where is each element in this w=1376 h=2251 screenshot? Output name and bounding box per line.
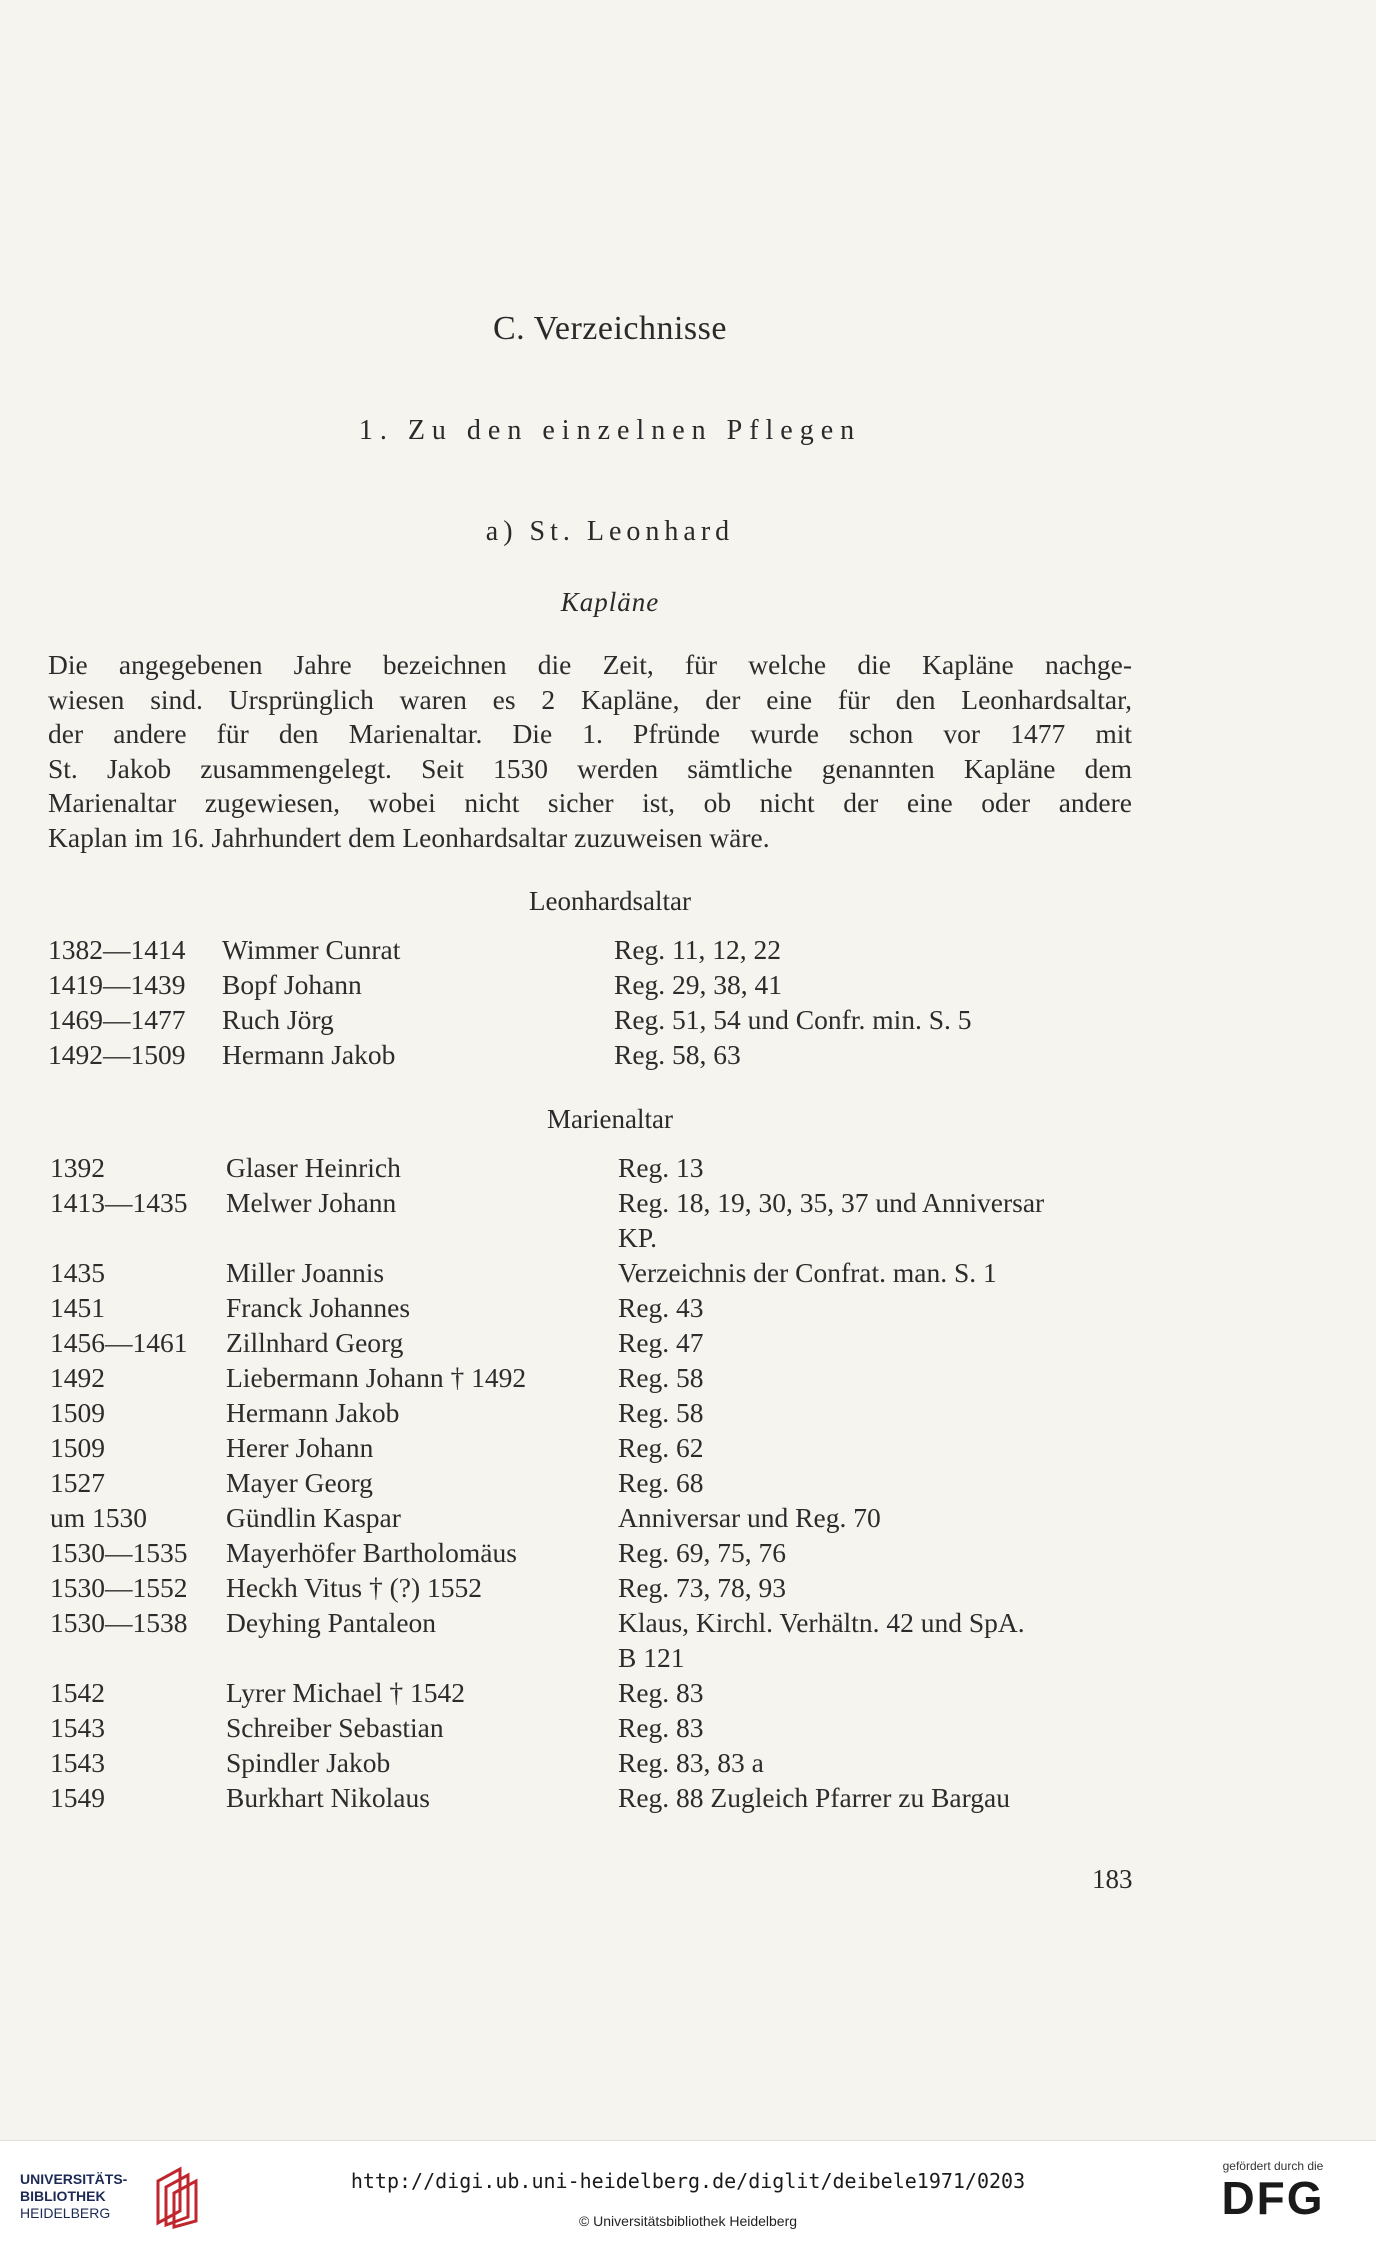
entry-reference: KP.: [618, 1222, 657, 1253]
table-row: [0, 1362, 1376, 1397]
entry-name: Wimmer Cunrat: [222, 934, 401, 965]
dfg-logo-text: DFG: [1221, 2172, 1325, 2224]
paragraph-line: St. Jakob zusammengelegt. Seit 1530 werden sämtliche genannten Kapläne dem: [48, 752, 1132, 784]
paragraph-line: Die angegebenen Jahre bezeichnen die Zeit, für welche die Kapläne nachge-: [48, 649, 1132, 680]
entry-reference: Reg. 13: [618, 1152, 704, 1183]
entry-reference: Reg. 29, 38, 41: [614, 969, 783, 1000]
entry-name: Glaser Heinrich: [226, 1152, 401, 1183]
entry-reference: Reg. 58, 63: [614, 1039, 741, 1070]
entry-reference: Reg. 58: [618, 1362, 704, 1393]
funding-label: gefördert durch die: [1222, 2159, 1324, 2173]
entry-reference: Reg. 88 Zugleich Pfarrer zu Bargau: [618, 1782, 1010, 1813]
entry-years: 1509: [50, 1397, 105, 1428]
entry-years: 1543: [50, 1712, 105, 1743]
entry-reference: Reg. 73, 78, 93: [618, 1572, 787, 1603]
entry-reference: Reg. 47: [618, 1327, 704, 1358]
entry-reference: B 121: [618, 1642, 685, 1673]
paragraph-line: Marienaltar zugewiesen, wobei nicht sicher ist, ob nicht der eine oder andere: [48, 787, 1132, 819]
entry-years: 1451: [50, 1292, 105, 1323]
entry-name: Lyrer Michael † 1542: [226, 1677, 466, 1708]
table-row: [0, 969, 1376, 1004]
table-row: [0, 1502, 1376, 1537]
entry-reference: Verzeichnis der Confrat. man. S. 1: [618, 1257, 997, 1288]
source-url[interactable]: http://digi.ub.uni-heidelberg.de/diglit/deibele1971/0203: [350, 2169, 1026, 2193]
entry-name: Schreiber Sebastian: [226, 1712, 444, 1743]
entry-years: 1530—1538: [50, 1607, 188, 1638]
table-row: [0, 1677, 1376, 1712]
paragraph-line: wiesen sind. Ursprünglich waren es 2 Kapläne, der eine für den Leonhardsaltar,: [48, 683, 1132, 715]
table-row: [0, 1327, 1376, 1362]
entry-name: Mayerhöfer Bartholomäus: [226, 1537, 517, 1568]
entry-years: 1543: [50, 1747, 105, 1778]
entry-name: Zillnhard Georg: [226, 1327, 404, 1358]
entry-name: Deyhing Pantaleon: [226, 1607, 437, 1638]
leonhardsaltar-title: Leonhardsaltar: [529, 886, 691, 916]
entry-years: 1469—1477: [48, 1004, 186, 1035]
entry-reference: Reg. 83, 83 a: [618, 1747, 764, 1778]
table-row: [0, 1642, 1376, 1677]
entry-name: Ruch Jörg: [222, 1004, 334, 1035]
entry-reference: Reg. 11, 12, 22: [614, 934, 782, 965]
logo-line: UNIVERSITÄTS-: [20, 2171, 128, 2187]
entry-reference: Reg. 69, 75, 76: [618, 1537, 787, 1568]
table-row: [0, 1222, 1376, 1257]
entry-reference: Reg. 83: [618, 1712, 704, 1743]
dfg-funding-logo: [1198, 2159, 1348, 2223]
table-row: [0, 1782, 1376, 1817]
entry-name: Franck Johannes: [226, 1292, 411, 1323]
entry-reference: Reg. 58: [618, 1397, 704, 1428]
table-row: [0, 1292, 1376, 1327]
copyright-notice: © Universitätsbibliothek Heidelberg: [578, 2213, 798, 2229]
table-row: [0, 1257, 1376, 1292]
subsection-heading: 1. Zu den einzelnen Pflegen: [358, 415, 862, 446]
entry-years: 1492: [50, 1362, 105, 1393]
entry-years: 1527: [50, 1467, 105, 1498]
entry-reference: Reg. 62: [618, 1432, 704, 1463]
entry-name: Melwer Johann: [226, 1187, 397, 1218]
entry-name: Miller Joannis: [226, 1257, 385, 1288]
entry-name: Hermann Jakob: [226, 1397, 400, 1428]
entry-reference: Reg. 68: [618, 1467, 704, 1498]
entry-reference: Reg. 18, 19, 30, 35, 37 und Anniversar: [618, 1187, 1045, 1218]
logo-line: BIBLIOTHEK: [20, 2188, 106, 2204]
entry-reference: Reg. 51, 54 und Confr. min. S. 5: [614, 1004, 972, 1035]
entry-name: Liebermann Johann † 1492: [226, 1362, 527, 1393]
entry-years: um 1530: [50, 1502, 148, 1533]
entry-reference: Reg. 43: [618, 1292, 704, 1323]
entry-name: Gündlin Kaspar: [226, 1502, 401, 1533]
table-row: [0, 1187, 1376, 1222]
entry-years: 1382—1414: [48, 934, 186, 965]
entry-years: 1419—1439: [48, 969, 186, 1000]
entry-name: Herer Johann: [226, 1432, 374, 1463]
table-row: [0, 1432, 1376, 1467]
entry-years: 1509: [50, 1432, 105, 1463]
section-heading: C. Verzeichnisse: [493, 310, 727, 347]
table-row: [0, 1537, 1376, 1572]
entry-name: Burkhart Nikolaus: [226, 1782, 430, 1813]
table-row: [0, 1607, 1376, 1642]
page-number: 183: [1092, 1864, 1133, 1894]
entry-reference: Reg. 83: [618, 1677, 704, 1708]
entry-years: 1492—1509: [48, 1039, 186, 1070]
entry-name: Mayer Georg: [226, 1467, 373, 1498]
entry-years: 1392: [50, 1152, 105, 1183]
intro-paragraph: [48, 648, 1132, 856]
table-row: [0, 934, 1376, 969]
italic-heading: Kapläne: [560, 587, 660, 617]
table-row: [0, 1004, 1376, 1039]
entry-years: 1530—1535: [50, 1537, 188, 1568]
entry-years: 1530—1552: [50, 1572, 188, 1603]
table-row: [0, 1712, 1376, 1747]
entry-years: 1549: [50, 1782, 105, 1813]
table-row: [0, 1152, 1376, 1187]
marienaltar-title: Marienaltar: [547, 1104, 673, 1134]
entry-years: 1435: [50, 1257, 105, 1288]
entry-reference: Klaus, Kirchl. Verhältn. 42 und SpA.: [618, 1607, 1025, 1638]
paragraph-line: Kaplan im 16. Jahrhundert dem Leonhardsaltar zuzuweisen wäre.: [48, 821, 770, 853]
entry-name: Heckh Vitus † (?) 1552: [226, 1572, 482, 1603]
subsubsection-heading: a) St. Leonhard: [485, 516, 735, 547]
footer-bar: [0, 2140, 1376, 2251]
entry-name: Spindler Jakob: [226, 1747, 391, 1778]
table-row: [0, 1572, 1376, 1607]
table-row: [0, 1747, 1376, 1782]
entry-name: Bopf Johann: [222, 969, 362, 1000]
entry-years: 1456—1461: [50, 1327, 188, 1358]
table-row: [0, 1397, 1376, 1432]
table-row: [0, 1039, 1376, 1074]
table-row: [0, 1467, 1376, 1502]
entry-years: 1413—1435: [50, 1187, 188, 1218]
entry-reference: Anniversar und Reg. 70: [618, 1502, 881, 1533]
logo-line: HEIDELBERG: [20, 2205, 111, 2221]
entry-years: 1542: [50, 1677, 105, 1708]
entry-name: Hermann Jakob: [222, 1039, 396, 1070]
paragraph-line: der andere für den Marienaltar. Die 1. Pfründe wurde schon vor 1477 mit: [48, 718, 1132, 750]
